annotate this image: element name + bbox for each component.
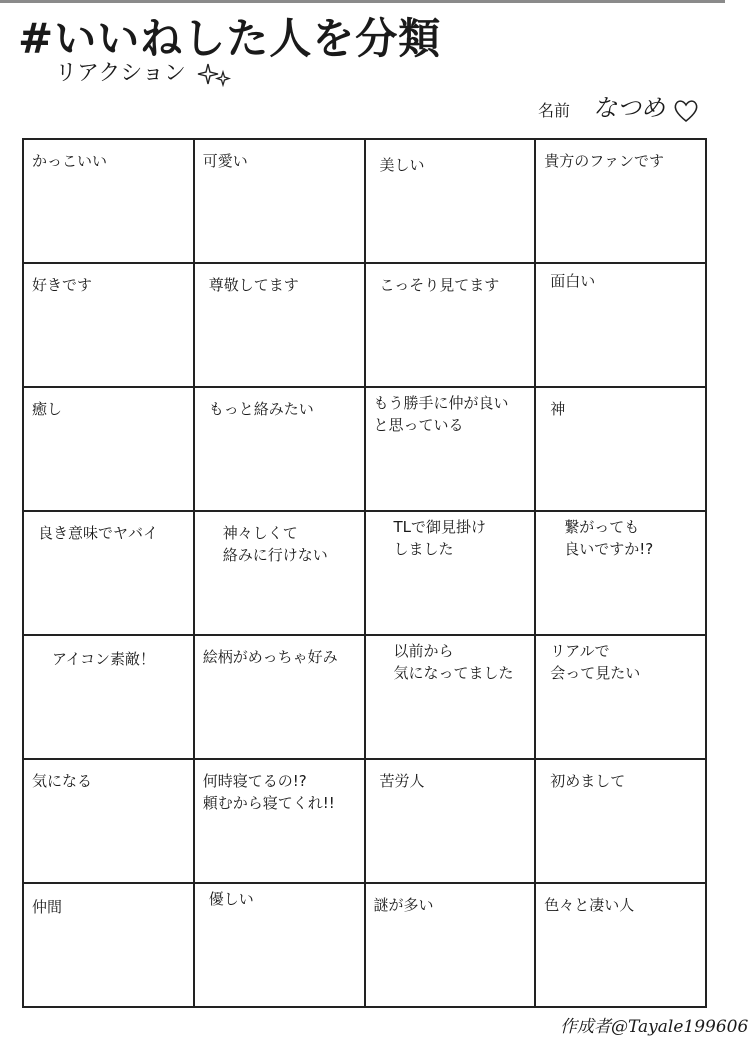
cell-label: もっと絡みたい (208, 400, 314, 418)
cell-label: 初めまして (550, 772, 626, 790)
classification-grid (22, 138, 707, 1008)
page-subtitle: リアクション (55, 61, 186, 86)
cell-label: 色々と凄い人 (544, 896, 635, 914)
name-value: なつめ (593, 94, 665, 122)
cell-label: 優しい (208, 890, 254, 908)
grid-cell (366, 512, 537, 636)
grid-cell (366, 636, 537, 760)
cell-label: 可愛い (202, 152, 248, 170)
grid-cell (24, 884, 195, 1008)
cell-label: 仲間 (32, 898, 63, 916)
name-label: 名前 (538, 101, 571, 120)
grid-cell (24, 512, 195, 636)
grid-cell (24, 264, 195, 388)
cell-label: 繋がっても 良いですか!? (564, 518, 654, 558)
grid-cell (195, 636, 366, 760)
cell-label: 癒し (32, 400, 63, 418)
grid-cell (24, 760, 195, 884)
cell-label: 尊敬してます (208, 276, 299, 294)
grid-cell (195, 264, 366, 388)
cell-label: 好きです (32, 276, 93, 294)
grid-cell (24, 140, 195, 264)
cell-label: リアルで 会って見たい (550, 642, 641, 682)
grid-cell (366, 140, 537, 264)
author-credit: 作成者@Tayale199606 (560, 1017, 748, 1037)
grid-cell (366, 388, 537, 512)
cell-label: 以前から 気になってました (393, 642, 514, 682)
grid-cell (195, 512, 366, 636)
cell-label: 絵柄がめっちゃ好み (202, 648, 338, 666)
grid-cell (536, 636, 707, 760)
cell-label: 貴方のファンです (544, 152, 664, 170)
grid-cell (536, 760, 707, 884)
cell-label: 神々しくて 絡みに行けない (222, 524, 328, 564)
grid-cell (195, 388, 366, 512)
grid-cell (536, 140, 707, 264)
cell-label: 神 (550, 400, 566, 418)
cell-label: 何時寝てるの!? 頼むから寝てくれ!! (202, 772, 335, 812)
cell-label: もう勝手に仲が良い と思っている (373, 394, 509, 434)
grid-cell (536, 264, 707, 388)
grid-cell (366, 760, 537, 884)
cell-label: 美しい (379, 156, 425, 174)
page-title: #いいねした人を分類 (18, 14, 442, 63)
grid-cell (366, 884, 537, 1008)
top-border-line (0, 0, 725, 3)
grid-cell (24, 388, 195, 512)
cell-label: 気になる (32, 772, 93, 790)
cell-label: 苦労人 (379, 772, 425, 790)
grid-cell (24, 636, 195, 760)
grid-cell (536, 388, 707, 512)
heart-icon (672, 98, 700, 124)
grid-cell (536, 884, 707, 1008)
cell-label: かっこいい (32, 152, 108, 170)
cell-label: 謎が多い (373, 896, 434, 914)
grid-cell (195, 140, 366, 264)
cell-label: TLで御見掛け しました (393, 518, 487, 558)
grid-cell (536, 512, 707, 636)
cell-label: 面白い (550, 272, 596, 290)
grid-cell (366, 264, 537, 388)
grid-cell (195, 760, 366, 884)
cell-label: アイコン素敵！ (52, 650, 156, 668)
cell-label: こっそり見てます (379, 276, 500, 294)
sparkle-icon (198, 60, 232, 90)
grid-cell (195, 884, 366, 1008)
cell-label: 良き意味でヤバイ (38, 524, 159, 542)
